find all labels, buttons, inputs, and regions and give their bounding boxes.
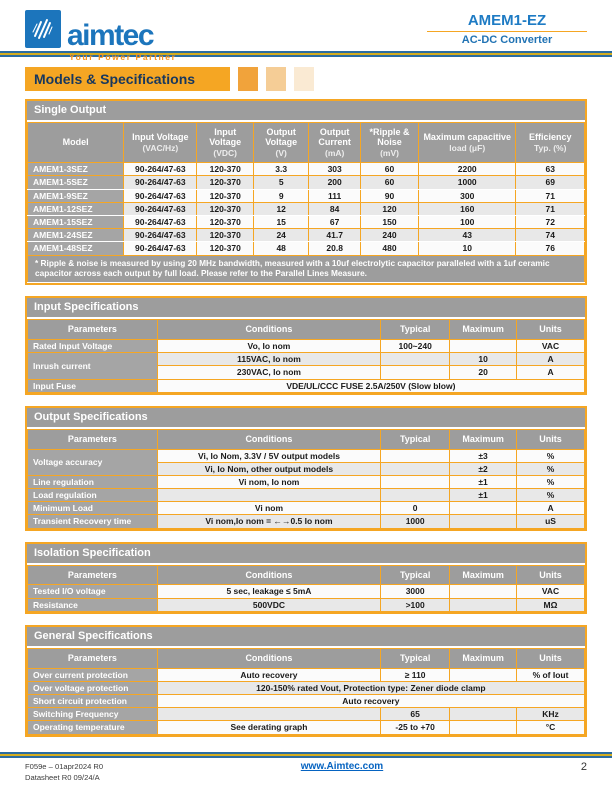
value-cell: Vi nom bbox=[157, 502, 380, 515]
param-cell: Input Fuse bbox=[28, 379, 158, 392]
value-cell: ±3 bbox=[450, 449, 517, 462]
table-row bbox=[28, 189, 585, 202]
table-section-title: Single Output bbox=[27, 101, 585, 122]
deco-square-2 bbox=[266, 67, 286, 91]
table-row bbox=[28, 502, 585, 515]
value-cell: Vi, Io Nom, 3.3V / 5V output models bbox=[157, 449, 380, 462]
value-cell: 1000 bbox=[418, 176, 515, 189]
value-cell: 200 bbox=[309, 176, 361, 189]
value-cell bbox=[450, 708, 517, 721]
column-header: Parameters bbox=[28, 429, 158, 449]
value-cell: 90-264/47-63 bbox=[124, 202, 197, 215]
value-cell: 65 bbox=[381, 708, 450, 721]
column-header-label: Input Voltage bbox=[132, 131, 189, 142]
deco-square-1 bbox=[238, 67, 258, 91]
value-cell: 480 bbox=[361, 242, 419, 255]
table-row bbox=[28, 475, 585, 488]
value-cell: 500VDC bbox=[157, 598, 380, 611]
column-header: Maximum bbox=[450, 648, 517, 668]
value-cell: % of Iout bbox=[517, 668, 585, 681]
table-section-title: General Specifications bbox=[27, 627, 585, 648]
value-cell: 74 bbox=[516, 229, 585, 242]
column-header: Parameters bbox=[28, 648, 158, 668]
brand-tagline: Your Power Partner bbox=[69, 52, 177, 62]
value-cell: 90-264/47-63 bbox=[124, 176, 197, 189]
product-subtitle: AC-DC Converter bbox=[461, 34, 553, 46]
value-cell: 120-370 bbox=[197, 163, 254, 176]
value-cell: -25 to +70 bbox=[381, 721, 450, 734]
table-row bbox=[28, 721, 585, 734]
value-cell: 300 bbox=[418, 189, 515, 202]
value-cell: ±2 bbox=[450, 462, 517, 475]
header-row bbox=[28, 565, 585, 585]
value-cell: 100~240 bbox=[381, 339, 450, 352]
deco-square-3 bbox=[294, 67, 314, 91]
column-header: Typical bbox=[381, 648, 450, 668]
column-header-unit: (mA) bbox=[324, 148, 345, 159]
column-header-label: *Ripple & Noise bbox=[369, 126, 410, 148]
column-header: Typical bbox=[381, 565, 450, 585]
aimtec-logo bbox=[25, 10, 177, 62]
header-row bbox=[28, 122, 585, 163]
value-cell: 41.7 bbox=[309, 229, 361, 242]
header-row bbox=[28, 648, 585, 668]
value-cell: 230VAC, Io nom bbox=[157, 366, 380, 379]
value-cell: 1000 bbox=[381, 515, 450, 528]
footer-revision: Datasheet R0 09/24/A bbox=[25, 773, 100, 783]
table-row bbox=[28, 668, 585, 681]
value-cell: 90-264/47-63 bbox=[124, 189, 197, 202]
param-cell: Operating temperature bbox=[28, 721, 158, 734]
product-header bbox=[427, 12, 587, 46]
value-cell: 120-150% rated Vout, Protection type: Zener diode clamp bbox=[157, 681, 584, 694]
model-cell: AMEM1-48SEZ bbox=[28, 242, 124, 255]
value-cell bbox=[450, 585, 517, 598]
value-cell: 10 bbox=[450, 353, 517, 366]
column-header: Conditions bbox=[157, 429, 380, 449]
param-cell: Resistance bbox=[28, 598, 158, 611]
model-cell: AMEM1-9SEZ bbox=[28, 189, 124, 202]
value-cell: 160 bbox=[418, 202, 515, 215]
value-cell: 15 bbox=[254, 216, 309, 229]
section-banner-row bbox=[25, 67, 612, 91]
header-row bbox=[28, 320, 585, 340]
column-header bbox=[361, 122, 419, 163]
general-specifications-table bbox=[25, 625, 587, 737]
content-area bbox=[0, 99, 612, 737]
column-header: Parameters bbox=[28, 565, 158, 585]
value-cell: 60 bbox=[361, 163, 419, 176]
column-header: Typical bbox=[381, 320, 450, 340]
value-cell: 5 bbox=[254, 176, 309, 189]
value-cell: 43 bbox=[418, 229, 515, 242]
value-cell bbox=[157, 708, 380, 721]
value-cell: 90-264/47-63 bbox=[124, 242, 197, 255]
value-cell: 48 bbox=[254, 242, 309, 255]
value-cell: Vi, Io Nom, other output models bbox=[157, 462, 380, 475]
table-section-title: Isolation Specification bbox=[27, 544, 585, 565]
value-cell: 76 bbox=[516, 242, 585, 255]
value-cell: 71 bbox=[516, 202, 585, 215]
section-title: Models & Specifications bbox=[25, 67, 230, 91]
value-cell: Vi nom, Io nom bbox=[157, 475, 380, 488]
column-header-unit: Typ. (%) bbox=[534, 142, 567, 153]
footer-doc-info bbox=[25, 761, 103, 784]
value-cell bbox=[450, 598, 517, 611]
column-header-label: Output Voltage bbox=[265, 126, 298, 148]
value-cell: VAC bbox=[517, 339, 585, 352]
table-row bbox=[28, 449, 585, 462]
value-cell: 69 bbox=[516, 176, 585, 189]
value-cell: 303 bbox=[309, 163, 361, 176]
value-cell: 9 bbox=[254, 189, 309, 202]
column-header-label: Efficiency bbox=[528, 131, 572, 142]
table-row bbox=[28, 202, 585, 215]
column-header: Maximum bbox=[450, 429, 517, 449]
value-cell: 3.3 bbox=[254, 163, 309, 176]
value-cell bbox=[381, 475, 450, 488]
value-cell bbox=[381, 449, 450, 462]
column-header-unit: (mV) bbox=[380, 148, 399, 159]
table-row bbox=[28, 708, 585, 721]
table-row bbox=[28, 379, 585, 392]
model-cell: AMEM1-5SEZ bbox=[28, 176, 124, 189]
page-header bbox=[0, 0, 612, 62]
value-cell: 111 bbox=[309, 189, 361, 202]
column-header bbox=[124, 122, 197, 163]
value-cell bbox=[381, 462, 450, 475]
column-header: Typical bbox=[381, 429, 450, 449]
column-header: Units bbox=[517, 429, 585, 449]
value-cell: 60 bbox=[361, 176, 419, 189]
model-cell: AMEM1-24SEZ bbox=[28, 229, 124, 242]
value-cell: ≥ 110 bbox=[381, 668, 450, 681]
value-cell bbox=[450, 515, 517, 528]
value-cell: 150 bbox=[361, 216, 419, 229]
table-row bbox=[28, 598, 585, 611]
table-row bbox=[28, 163, 585, 176]
value-cell: °C bbox=[517, 721, 585, 734]
data-table bbox=[27, 122, 585, 284]
value-cell: 120 bbox=[361, 202, 419, 215]
value-cell: Vi nom,Io nom = ←→0.5 Io nom bbox=[157, 515, 380, 528]
value-cell: 71 bbox=[516, 189, 585, 202]
value-cell: 115VAC, Io nom bbox=[157, 353, 380, 366]
value-cell: 3000 bbox=[381, 585, 450, 598]
product-title: AMEM1-EZ bbox=[467, 12, 547, 29]
column-header: Conditions bbox=[157, 648, 380, 668]
column-header: Parameters bbox=[28, 320, 158, 340]
value-cell: 90-264/47-63 bbox=[124, 229, 197, 242]
value-cell bbox=[450, 339, 517, 352]
value-cell: VDE/UL/CCC FUSE 2.5A/250V (Slow blow) bbox=[157, 379, 584, 392]
column-header: Maximum bbox=[450, 320, 517, 340]
value-cell: 120-370 bbox=[197, 176, 254, 189]
model-cell: AMEM1-3SEZ bbox=[28, 163, 124, 176]
table-section-title: Output Specifications bbox=[27, 408, 585, 429]
model-cell: AMEM1-12SEZ bbox=[28, 202, 124, 215]
footer-page-number: 2 bbox=[580, 761, 587, 773]
column-header-label: Output Current bbox=[318, 126, 351, 148]
value-cell: 120-370 bbox=[197, 229, 254, 242]
value-cell bbox=[381, 353, 450, 366]
value-cell: VAC bbox=[517, 585, 585, 598]
value-cell bbox=[381, 489, 450, 502]
param-cell: Over current protection bbox=[28, 668, 158, 681]
value-cell bbox=[381, 366, 450, 379]
column-header bbox=[516, 122, 585, 163]
footnote-row bbox=[28, 255, 585, 283]
value-cell: 120-370 bbox=[197, 189, 254, 202]
value-cell bbox=[450, 721, 517, 734]
value-cell: ±1 bbox=[450, 475, 517, 488]
value-cell: 90-264/47-63 bbox=[124, 216, 197, 229]
value-cell: See derating graph bbox=[157, 721, 380, 734]
value-cell: 100 bbox=[418, 216, 515, 229]
value-cell: % bbox=[517, 475, 585, 488]
value-cell: 90-264/47-63 bbox=[124, 163, 197, 176]
table-row bbox=[28, 515, 585, 528]
input-specifications-table bbox=[25, 296, 587, 395]
column-header bbox=[28, 122, 124, 163]
output-specifications-table bbox=[25, 406, 587, 531]
column-header: Units bbox=[517, 320, 585, 340]
value-cell bbox=[450, 668, 517, 681]
value-cell: Auto recovery bbox=[157, 694, 584, 707]
value-cell: 0 bbox=[381, 502, 450, 515]
value-cell bbox=[157, 489, 380, 502]
param-cell: Inrush current bbox=[28, 353, 158, 379]
column-header: Units bbox=[517, 565, 585, 585]
param-cell: Rated Input Voltage bbox=[28, 339, 158, 352]
value-cell: 5 sec, leakage ≤ 5mA bbox=[157, 585, 380, 598]
table-row bbox=[28, 489, 585, 502]
param-cell: Tested I/O voltage bbox=[28, 585, 158, 598]
column-header-unit: load (μF) bbox=[449, 142, 486, 153]
value-cell: 84 bbox=[309, 202, 361, 215]
value-cell: % bbox=[517, 449, 585, 462]
param-cell: Over voltage protection bbox=[28, 681, 158, 694]
page-footer bbox=[25, 761, 587, 784]
column-header-unit: (VAC/Hz) bbox=[142, 142, 179, 153]
column-header-label: Maximum capacitive bbox=[423, 131, 511, 142]
table-row bbox=[28, 216, 585, 229]
value-cell: 67 bbox=[309, 216, 361, 229]
model-cell: AMEM1-15SEZ bbox=[28, 216, 124, 229]
table-row bbox=[28, 176, 585, 189]
value-cell: 63 bbox=[516, 163, 585, 176]
table-row bbox=[28, 229, 585, 242]
column-header bbox=[197, 122, 254, 163]
value-cell: 20.8 bbox=[309, 242, 361, 255]
value-cell: A bbox=[517, 366, 585, 379]
value-cell: Auto recovery bbox=[157, 668, 380, 681]
param-cell: Line regulation bbox=[28, 475, 158, 488]
data-table bbox=[27, 319, 585, 393]
param-cell: Load regulation bbox=[28, 489, 158, 502]
value-cell: 20 bbox=[450, 366, 517, 379]
value-cell: ±1 bbox=[450, 489, 517, 502]
column-header bbox=[254, 122, 309, 163]
value-cell: 12 bbox=[254, 202, 309, 215]
column-header: Units bbox=[517, 648, 585, 668]
value-cell: 90 bbox=[361, 189, 419, 202]
param-cell: Voltage accuracy bbox=[28, 449, 158, 475]
column-header-unit: (VDC) bbox=[213, 148, 238, 159]
footer-website-link[interactable]: www.Aimtec.com bbox=[300, 761, 384, 772]
value-cell: % bbox=[517, 489, 585, 502]
value-cell: 2200 bbox=[418, 163, 515, 176]
footer-divider bbox=[0, 752, 612, 758]
param-cell: Switching Frequency bbox=[28, 708, 158, 721]
header-row bbox=[28, 429, 585, 449]
value-cell: >100 bbox=[381, 598, 450, 611]
table-row bbox=[28, 339, 585, 352]
param-cell: Transient Recovery time bbox=[28, 515, 158, 528]
param-cell: Short circuit protection bbox=[28, 694, 158, 707]
value-cell: A bbox=[517, 502, 585, 515]
column-header-unit: (V) bbox=[275, 148, 287, 159]
value-cell: KHz bbox=[517, 708, 585, 721]
value-cell: 72 bbox=[516, 216, 585, 229]
data-table bbox=[27, 648, 585, 735]
value-cell: 120-370 bbox=[197, 242, 254, 255]
value-cell: 120-370 bbox=[197, 216, 254, 229]
logo-lightning-icon bbox=[25, 10, 63, 50]
value-cell: 24 bbox=[254, 229, 309, 242]
table-section-title: Input Specifications bbox=[27, 298, 585, 319]
value-cell: 240 bbox=[361, 229, 419, 242]
brand-text: aimtec bbox=[67, 18, 154, 52]
product-divider bbox=[427, 31, 587, 32]
column-header: Conditions bbox=[157, 565, 380, 585]
param-cell: Minimum Load bbox=[28, 502, 158, 515]
column-header: Conditions bbox=[157, 320, 380, 340]
table-footnote: * Ripple & noise is measured by using 20 MHz bandwidth, measured with a 10uf electrolytic capacitor paralleled with a 1uf ceramic capacitor across each output by full load. Please refer to the Parallel Lines Measure. bbox=[28, 255, 585, 283]
data-table bbox=[27, 429, 585, 529]
table-row bbox=[28, 585, 585, 598]
column-header bbox=[309, 122, 361, 163]
value-cell: Vo, Io nom bbox=[157, 339, 380, 352]
value-cell bbox=[450, 502, 517, 515]
column-header bbox=[418, 122, 515, 163]
table-row bbox=[28, 242, 585, 255]
value-cell: 10 bbox=[418, 242, 515, 255]
value-cell: % bbox=[517, 462, 585, 475]
value-cell: A bbox=[517, 353, 585, 366]
column-header-label: Model bbox=[62, 136, 89, 147]
column-header-label: Input Voltage bbox=[209, 126, 242, 148]
table-row bbox=[28, 681, 585, 694]
value-cell: 120-370 bbox=[197, 202, 254, 215]
single-output-table bbox=[25, 99, 587, 286]
value-cell: MΩ bbox=[517, 598, 585, 611]
value-cell: uS bbox=[517, 515, 585, 528]
table-row bbox=[28, 353, 585, 366]
column-header: Maximum bbox=[450, 565, 517, 585]
footer-doc-ref: F059e – 01apr2024 R0 bbox=[25, 762, 104, 771]
isolation-specification-table bbox=[25, 542, 587, 614]
data-table bbox=[27, 565, 585, 612]
table-row bbox=[28, 694, 585, 707]
